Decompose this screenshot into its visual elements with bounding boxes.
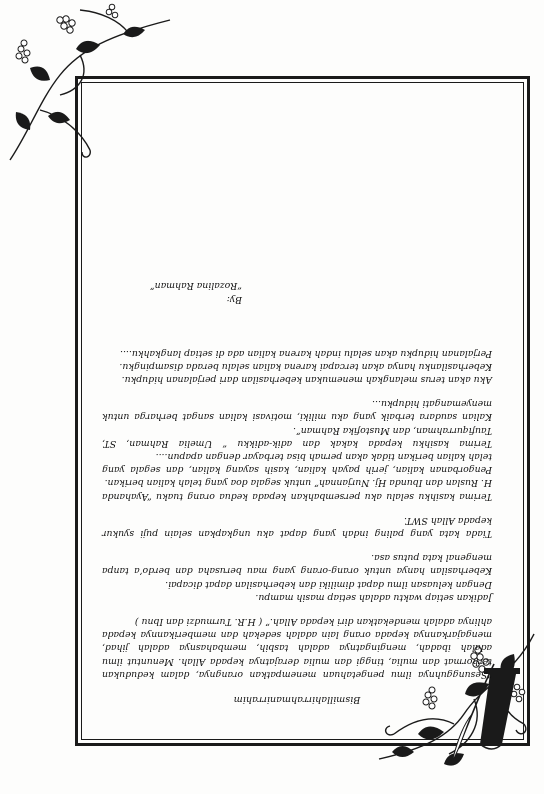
motivation-paragraph: Jadikan setiap waktu adalah setiap masih mampu. Dengan keluasan ilmu dapat dimiliki dan keberhasilan dapat dicapai. Keberhasilan hanya untuk orang-orang yang mau berusaha dan berdo’a tanpa mengenal kata putus asa. <box>102 552 492 603</box>
grapevine-ornament <box>0 0 190 170</box>
closing-paragraph: Aku akan terus melangkah menemukan keberhasilan dari perjalanan hidupku. Keberhasilanku hanya akan tercapai karena kalian selalu berada disampingku. Perjalanan hidupku akan selalu indah karena kalian ada di setiap langkahku.... <box>119 347 492 385</box>
signature-name: “Rozalina Rahman” <box>149 280 242 292</box>
gratitude-paragraph: Tiada kata yang paling indah yang dapat aku ungkapkan selain puji syukur kepada Allah SWT. <box>102 514 492 539</box>
salutation: Bismillahirrahmanirrahim <box>233 694 361 705</box>
signature-block <box>102 278 242 306</box>
opening-hadith-paragraph: “Sesungguhnya ilmu pengetahuan menempatkan orangnya, dalam kedudukan terhormat dan mulia, tinggi dan mulia derajatnya kepada Allah. Menuntut ilmu adalah ibadah, mengingatnya adalah tasbih, membahasnya adalah jihad, mengajarkannya kepada orang lain adalah sedekah dan memberikannya kepada ahlinya adalah mendekatkan diri kepada Allah.” ( H.R. Turmudzi dan Ibnu ) <box>102 615 492 680</box>
letter-body <box>102 278 492 706</box>
family-thanks-paragraph: Terima kasihku selalu aku persembahkan kepada kedua orang tuaku “Ayahanda H. Ruslan dan Ibunda Hj. Nurjannah” untuk segala doa yang telah kalian berikan. Pengorbanan kalian, jerih payah kalian, kasih sayang kalian, dan segala yang telah kalian berikan tidak akan pernah bisa terbayar dengan apapun.... Terima kasihku kepada kakak dan adik-adikku “ Umelia Rahman, ST, Taufiqurrahman, dan Mustofika Rahman”. Kalian saudara terbaik yang aku miliki, motivasi kalian sangat berharga untuk menyemangati hidupku... <box>102 398 492 502</box>
signature-prefix: By: <box>226 294 242 306</box>
